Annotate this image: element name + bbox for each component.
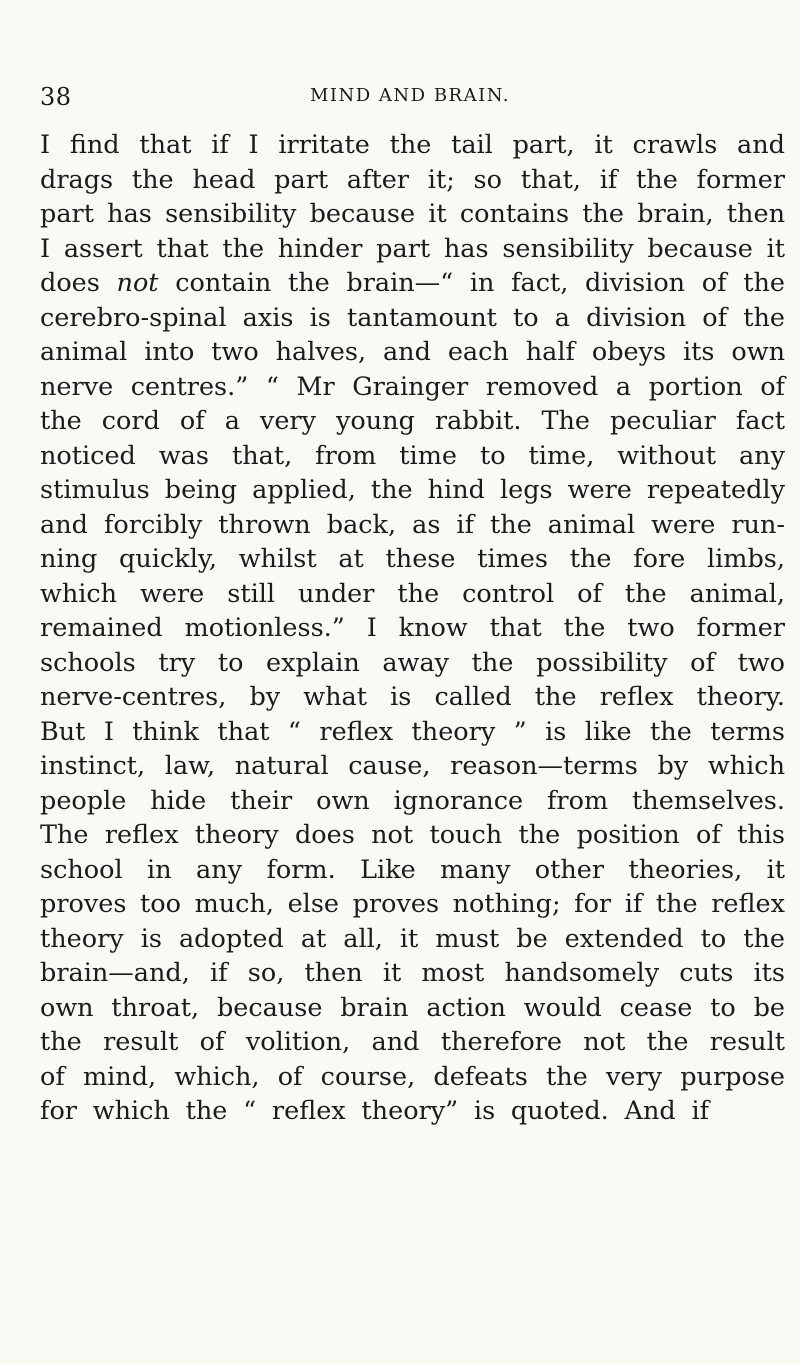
text-line: remained motionless.” I know that the two former <box>40 613 785 643</box>
page-number: 38 <box>40 83 72 111</box>
text-line: which were still under the control of the animal, <box>40 578 785 609</box>
text-line: drags the head part after it; so that, if the former <box>40 164 785 195</box>
body-text <box>40 128 785 1129</box>
text-line <box>40 266 785 301</box>
text-line: I find that if I irritate the tail part, it crawls and <box>40 130 785 160</box>
text-line: own throat, because brain action would cease to be <box>40 992 785 1023</box>
text-line: stimulus being applied, the hind legs were repeatedly <box>40 475 785 505</box>
running-title: MIND AND BRAIN. <box>309 85 511 106</box>
text-line: cerebro-spinal axis is tantamount to a division of the <box>40 302 785 333</box>
text-line: and forcibly thrown back, as if the animal were run- <box>40 509 785 540</box>
italic-emphasis: not <box>116 268 159 298</box>
text-segment: contain the brain—“ in fact, division of the <box>158 268 785 298</box>
text-line: animal into two halves, and each half obeys its own <box>40 337 785 367</box>
text-line: ning quickly, whilst at these times the fore limbs, <box>40 544 785 574</box>
text-line: I assert that the hinder part has sensibility because it <box>40 233 785 264</box>
text-line: nerve-centres, by what is called the reflex theory. <box>40 682 785 712</box>
text-line: part has sensibility because it contains the brain, then <box>40 199 785 229</box>
text-line: people hide their own ignorance from themselves. <box>40 785 785 816</box>
text-line: theory is adopted at all, it must be extended to the <box>40 923 785 954</box>
text-line: for which the “ reflex theory” is quoted. And if <box>40 1096 710 1126</box>
text-line: The reflex theory does not touch the position of this <box>40 820 785 850</box>
text-segment: does <box>40 268 117 298</box>
text-line: the cord of a very young rabbit. The peculiar fact <box>40 406 785 436</box>
text-line: schools try to explain away the possibility of two <box>40 647 785 678</box>
text-line: brain—and, if so, then it most handsomely cuts its <box>40 958 785 988</box>
text-line: But I think that “ reflex theory ” is like the terms <box>40 716 785 747</box>
running-head <box>40 83 780 113</box>
text-line: the result of volition, and therefore not the result <box>40 1027 785 1057</box>
text-line: noticed was that, from time to time, without any <box>40 440 785 471</box>
text-line: instinct, law, natural cause, reason—terms by which <box>40 751 785 781</box>
text-line: school in any form. Like many other theories, it <box>40 854 785 885</box>
text-line: proves too much, else proves nothing; for if the reflex <box>40 889 785 919</box>
text-line: of mind, which, of course, defeats the very purpose <box>40 1061 785 1092</box>
text-line: nerve centres.” “ Mr Grainger removed a portion of <box>40 371 785 402</box>
